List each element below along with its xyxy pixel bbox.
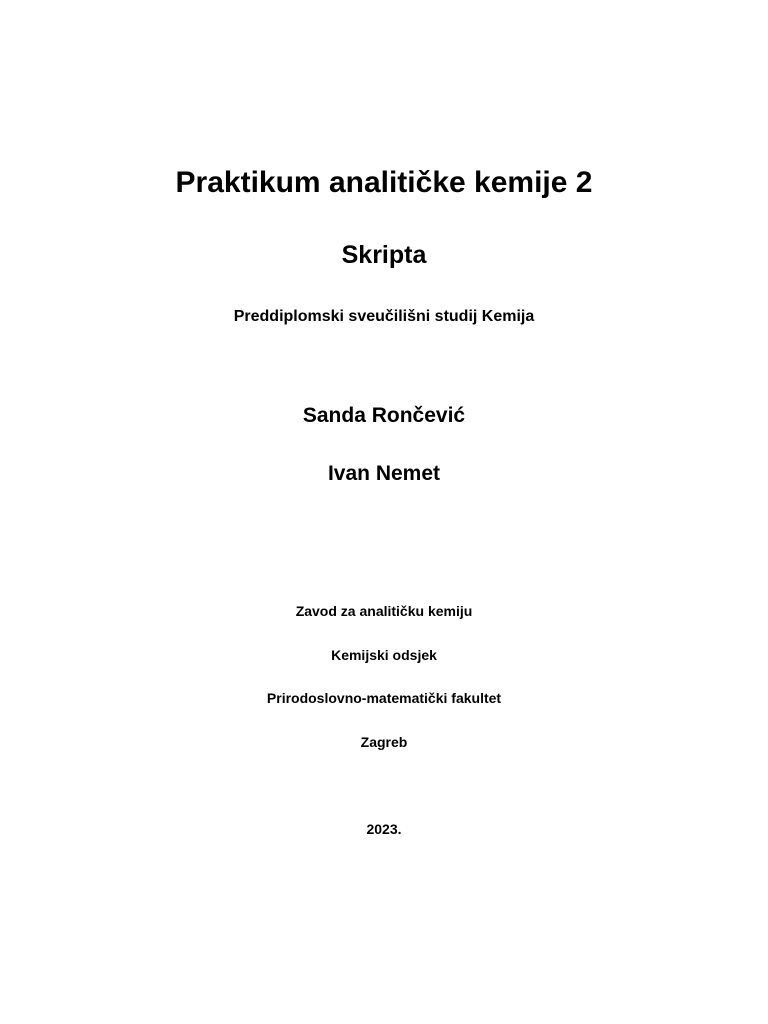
department-name: Zavod za analitičku kemiju <box>295 603 473 619</box>
author-name: Ivan Nemet <box>327 462 441 485</box>
study-program: Preddiplomski sveučilišni studij Kemija <box>233 308 535 325</box>
faculty-name: Prirodoslovno-matematički fakultet <box>266 690 502 706</box>
document-subtitle: Skripta <box>341 241 427 269</box>
publication-year: 2023. <box>366 821 402 837</box>
document-title: Praktikum analitičke kemije 2 <box>175 166 593 199</box>
division-name: Kemijski odsjek <box>331 647 437 663</box>
city-name: Zagreb <box>360 734 408 750</box>
author-name: Sanda Rončević <box>302 404 466 427</box>
